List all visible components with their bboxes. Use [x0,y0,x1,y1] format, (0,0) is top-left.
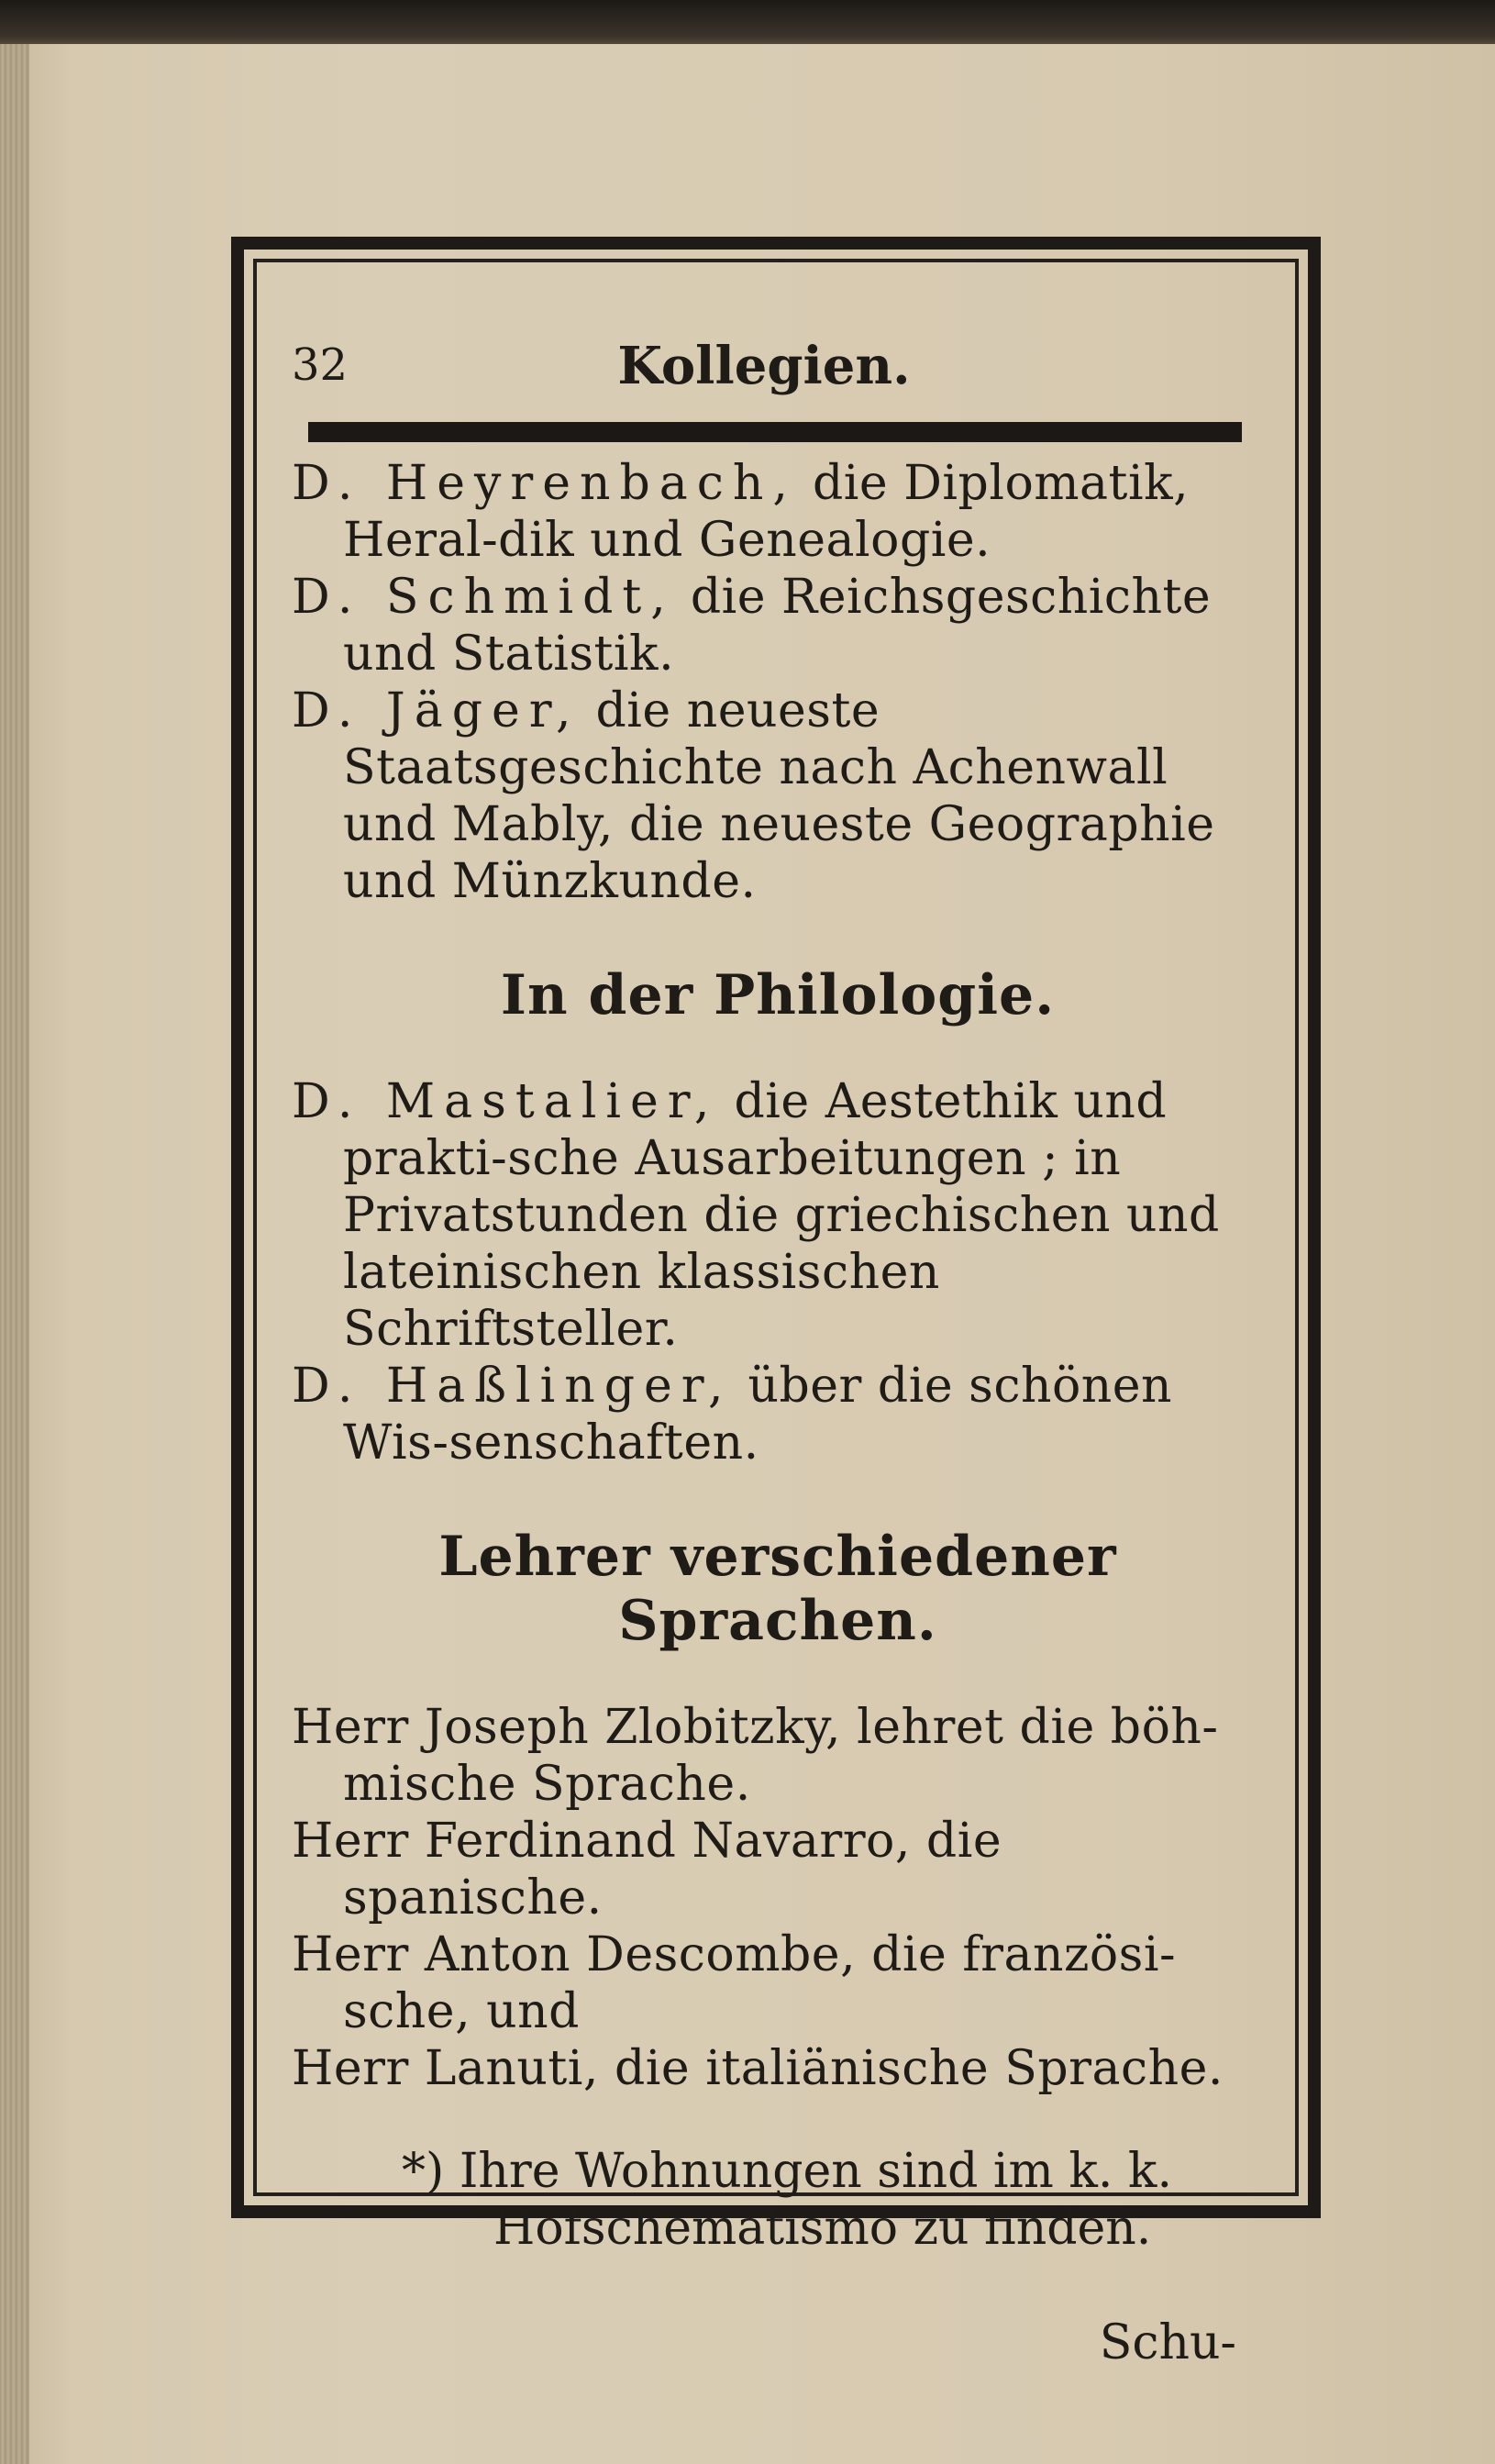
section-philology-entries [292,1073,1264,1471]
page-content [292,336,1264,2370]
entry-lanuti [292,2040,1264,2097]
entry-name: D. Jäger, [292,683,581,738]
entry-name: Herr Anton Descombe, [292,1927,857,1982]
entry-text: die spanische. [343,1814,1002,1926]
footnote: *) Ihre Wohnungen sind im k. k. Hofschematismo zu finden. [402,2144,1172,2256]
entry-text: die Diplomatik, Heral-dik und Genealogie. [343,456,1190,568]
page-header [292,336,1264,413]
entry-name: Herr Ferdinand Navarro, [292,1814,911,1869]
entry-name: Herr Joseph Zlobitzky, [292,1700,842,1755]
entry-schmidt [292,569,1264,683]
entry-name: Herr Lanuti, [292,2041,599,2096]
entry-text: die Aestethik und prakti-sche Ausarbeitungen ; in Privatstunden die griechischen und lateinischen klassischen Schriftsteller. [343,1074,1220,1357]
entry-navarro [292,1813,1264,1926]
catchword: Schu- [1099,2315,1236,2370]
entry-text: über die schönen Wis-senschaften. [343,1359,1173,1471]
section-language-entries [292,1699,1264,2097]
entry-zlobitzky [292,1699,1264,1813]
running-head: Kollegien. [617,336,911,396]
header-rule [308,422,1242,442]
page-edge [0,44,29,2464]
entry-heyrenbach [292,455,1264,569]
entry-text: lehret die böh-mische Sprache. [343,1700,1219,1812]
entry-text: die italiänische Sprache. [598,2041,1224,2096]
entry-jaeger [292,683,1264,910]
entry-text: die Reichsgeschichte und Statistik. [343,570,1212,682]
entry-mastalier [292,1073,1264,1358]
entry-text: die neueste Staatsgeschichte nach Achenwall und Mably, die neueste Geographie und Münzkunde. [343,683,1215,909]
entry-text: die französi-sche, und [343,1927,1177,2039]
entry-name: D. Heyrenbach, [292,456,797,511]
entry-name: D. Haßlinger, [292,1359,733,1414]
entry-descombe [292,1926,1264,2040]
section-heading-philology: In der Philologie. [500,963,1056,1027]
section-history-entries [292,455,1264,910]
entry-name: D. Schmidt, [292,570,675,625]
page-number: 32 [292,339,349,391]
entry-name: D. Mastalier, [292,1074,719,1129]
section-heading-language-teachers: Lehrer verschiedener Sprachen. [438,1525,1117,1653]
entry-hasslinger [292,1358,1264,1471]
